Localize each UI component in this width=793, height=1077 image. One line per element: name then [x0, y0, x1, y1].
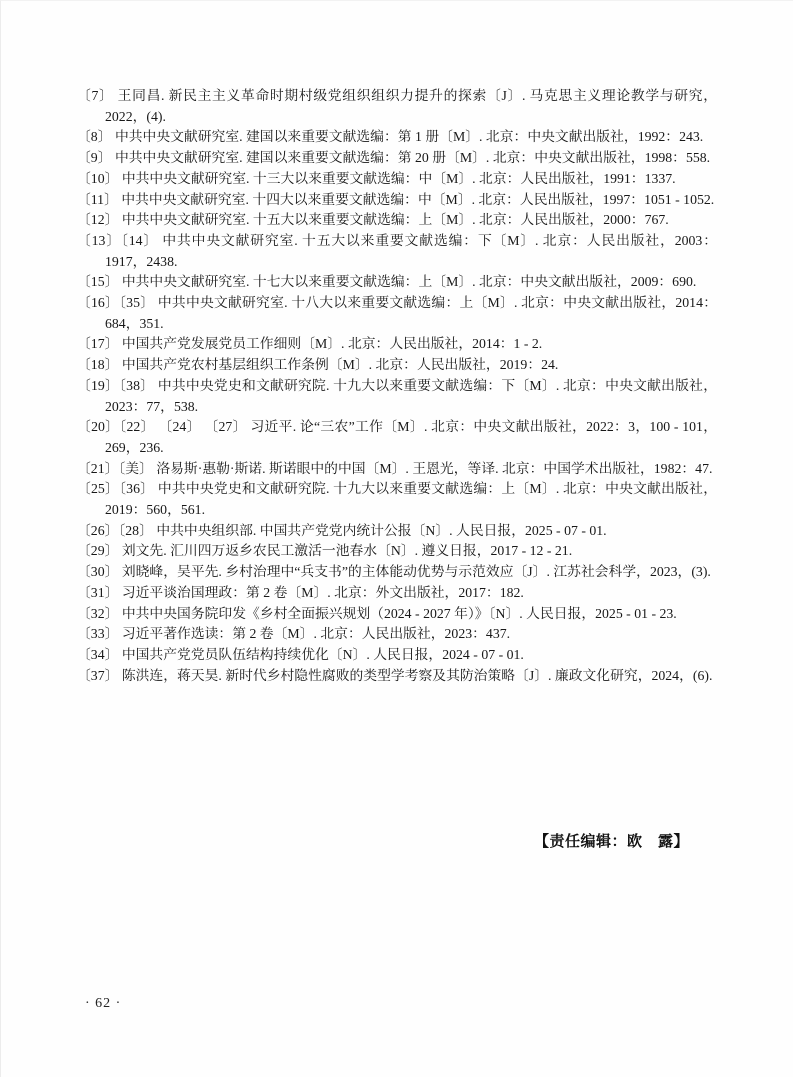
page-number: · 62 ·	[85, 996, 122, 1011]
references-list	[77, 86, 717, 686]
reference-item: 〔31〕 习近平谈治国理政：第 2 卷〔M〕. 北京：外文出版社，2017：182.	[77, 584, 524, 600]
reference-item: 〔25〕〔36〕 中共中央党史和文献研究院. 十九大以来重要文献选编：上〔M〕. 北京：中央文献出版社，2019：560，561.	[77, 481, 717, 518]
reference-item: 〔37〕 陈洪连，蒋天昊. 新时代乡村隐性腐败的类型学考察及其防治策略〔J〕. 廉政文化研究，2024，(6).	[77, 667, 713, 683]
reference-item: 〔17〕 中国共产党发展党员工作细则〔M〕. 北京：人民出版社，2014：1 - 2.	[77, 336, 543, 352]
reference-item: 〔19〕〔38〕 中共中央党史和文献研究院. 十九大以来重要文献选编：下〔M〕. 北京：中央文献出版社，2023：77，538.	[77, 377, 717, 414]
reference-item: 〔34〕 中国共产党党员队伍结构持续优化〔N〕. 人民日报，2024 - 07 - 01.	[77, 646, 524, 662]
reference-item: 〔10〕 中共中央文献研究室. 十三大以来重要文献选编：中〔M〕. 北京：人民出版社，1991：1337.	[77, 170, 676, 186]
reference-item: 〔30〕 刘晓峰，吴平先. 乡村治理中“兵支书”的主体能动优势与示范效应〔J〕. 江苏社会科学，2023，(3).	[77, 564, 711, 580]
reference-item: 〔13〕〔14〕 中共中央文献研究室. 十五大以来重要文献选编：下〔M〕. 北京：人民出版社，2003：1917，2438.	[77, 232, 717, 269]
reference-item: 〔9〕 中共中央文献研究室. 建国以来重要文献选编：第 20 册〔M〕. 北京：中央文献出版社，1998：558.	[77, 150, 711, 166]
reference-item: 〔29〕 刘文先. 汇川四万返乡农民工激活一池春水〔N〕. 遵义日报，2017 - 12 - 21.	[77, 543, 573, 559]
reference-item: 〔21〕〔美〕 洛易斯·惠勒·斯诺. 斯诺眼中的中国〔M〕. 王恩光，等译. 北京：中国学术出版社，1982：47.	[77, 460, 713, 476]
reference-item: 〔18〕 中国共产党农村基层组织工作条例〔M〕. 北京：人民出版社，2019：24.	[77, 357, 559, 373]
reference-item: 〔16〕〔35〕 中共中央文献研究室. 十八大以来重要文献选编：上〔M〕. 北京：中央文献出版社，2014：684，351.	[77, 295, 717, 331]
reference-item: 〔32〕 中共中央国务院印发《乡村全面振兴规划（2024 - 2027 年）》〔N〕. 人民日报，2025 - 01 - 23.	[77, 605, 677, 621]
reference-item: 〔15〕 中共中央文献研究室. 十七大以来重要文献选编：上〔M〕. 北京：中央文献出版社，2009：690.	[77, 274, 697, 290]
reference-item: 〔8〕 中共中央文献研究室. 建国以来重要文献选编：第 1 册〔M〕. 北京：中央文献出版社，1992：243.	[77, 129, 704, 145]
editor-note: 【责任编辑：欧 露】	[533, 833, 689, 850]
reference-item: 〔12〕 中共中央文献研究室. 十五大以来重要文献选编：上〔M〕. 北京：人民出版社，2000：767.	[77, 212, 669, 228]
reference-item: 〔26〕〔28〕 中共中央组织部. 中国共产党党内统计公报〔N〕. 人民日报，2025 - 07 - 01.	[77, 522, 607, 538]
reference-item: 〔20〕〔22〕 〔24〕 〔27〕 习近平. 论“三农”工作〔M〕. 北京：中央文献出版社，2022：3，100 - 101，269，236.	[77, 419, 717, 455]
reference-item: 〔33〕 习近平著作选读：第 2 卷〔M〕. 北京：人民出版社，2023：437.	[77, 626, 511, 642]
reference-item: 〔11〕 中共中央文献研究室. 十四大以来重要文献选编：中〔M〕. 北京：人民出版社，1997：1051 - 1052.	[77, 191, 715, 207]
reference-item: 〔7〕 王同昌. 新民主主义革命时期村级党组织组织力提升的探索〔J〕. 马克思主义理论教学与研究，2022，(4).	[77, 88, 717, 124]
